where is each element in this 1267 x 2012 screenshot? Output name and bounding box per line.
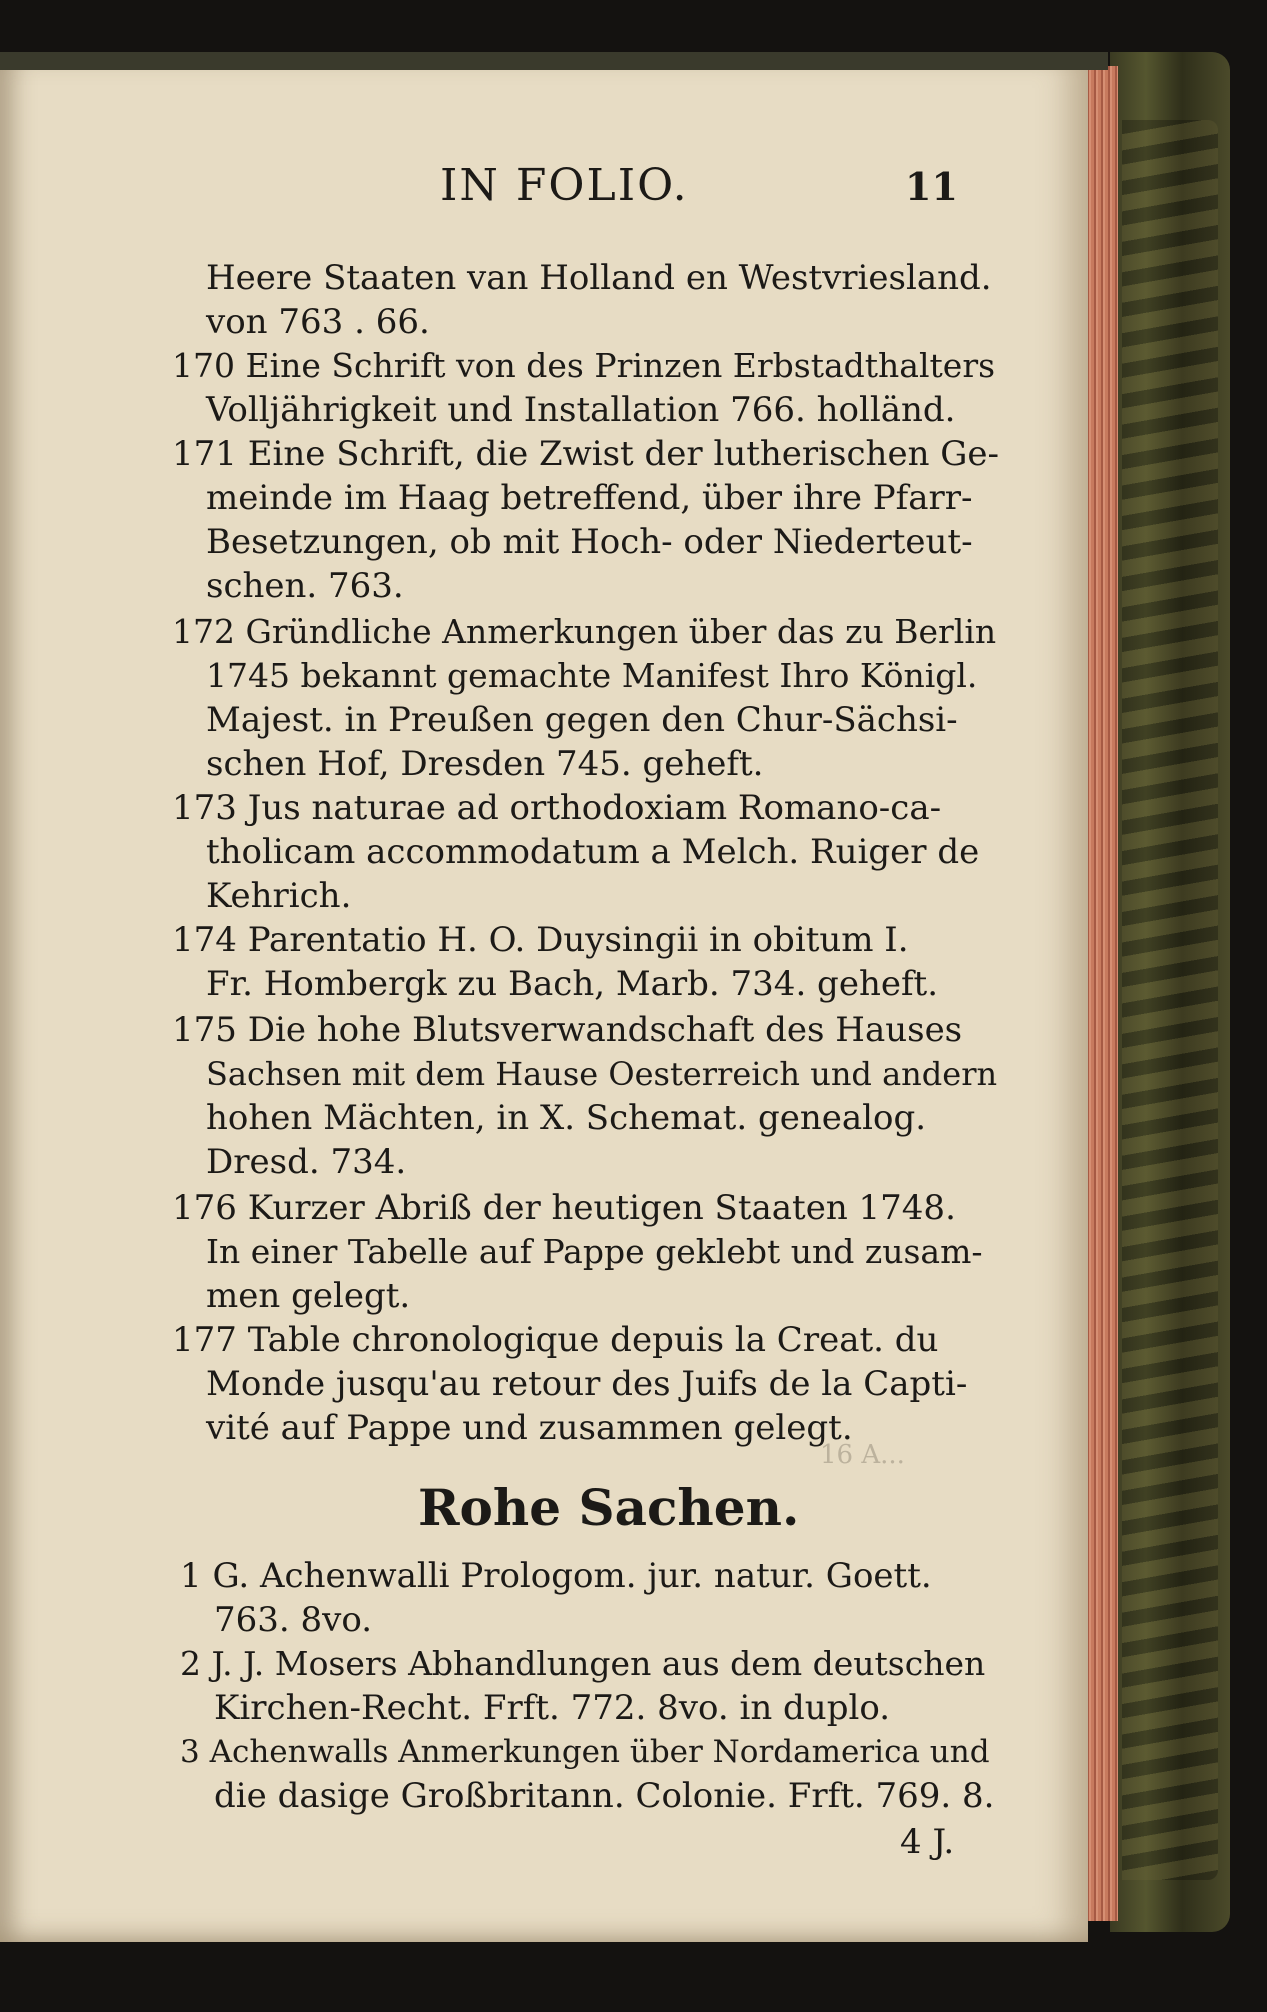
- text-line: tholicam accommodatum a Melch. Ruiger de: [206, 832, 980, 872]
- text-line: Majest. in Preußen gegen den Chur-Sächsi-: [206, 700, 958, 740]
- catchword: 4 J.: [900, 1822, 955, 1862]
- text-line: 1745 bekannt gemachte Manifest Ihro Königl.: [206, 656, 978, 695]
- text-line: 763. 8vo.: [214, 1600, 373, 1640]
- section-heading: Rohe Sachen.: [418, 1478, 800, 1537]
- text-line: Heere Staaten van Holland en Westvriesland.: [206, 258, 992, 298]
- text-line: Sachsen mit dem Hause Oesterreich und andern: [206, 1055, 998, 1093]
- text-line: Fr. Hombergk zu Bach, Marb. 734. geheft.: [206, 964, 939, 1004]
- text-line: In einer Tabelle auf Pappe geklebt und zusam-: [206, 1232, 983, 1271]
- text-line: Volljährigkeit und Installation 766. holländ.: [206, 390, 956, 430]
- text-line: Dresd. 734.: [206, 1142, 407, 1182]
- text-line: hohen Mächten, in X. Schemat. genealog.: [206, 1098, 927, 1138]
- text-line: 176 Kurzer Abriß der heutigen Staaten 1748.: [172, 1188, 956, 1228]
- text-line: 170 Eine Schrift von des Prinzen Erbstadthalters: [172, 346, 996, 385]
- text-line: 172 Gründliche Anmerkungen über das zu Berlin: [172, 612, 997, 651]
- text-line: Kirchen-Recht. Frft. 772. 8vo. in duplo.: [214, 1688, 891, 1728]
- page-top-shadow: [0, 52, 1108, 70]
- bleed-through-mark: 16 A...: [820, 1440, 905, 1470]
- text-line: schen Hof, Dresden 745. geheft.: [206, 744, 764, 784]
- text-line: 173 Jus naturae ad orthodoxiam Romano-ca-: [172, 788, 942, 828]
- text-line: 175 Die hohe Blutsverwandschaft des Hauses: [172, 1010, 963, 1050]
- page-number: 11: [905, 164, 958, 209]
- page-edges: [1084, 66, 1118, 1921]
- text-line: schen. 763.: [206, 566, 404, 606]
- text-line: Monde jusqu'au retour des Juifs de la Capti-: [206, 1364, 968, 1404]
- cover-marbling: [1122, 120, 1218, 1880]
- text-line: 3 Achenwalls Anmerkungen über Nordamerica und: [180, 1734, 990, 1770]
- text-line: Kehrich.: [206, 876, 352, 916]
- text-line: 174 Parentatio H. O. Duysingii in obitum I.: [172, 920, 909, 960]
- running-title: IN FOLIO.: [440, 160, 689, 211]
- text-line: meinde im Haag betreffend, über ihre Pfarr-: [206, 478, 973, 518]
- text-line: 171 Eine Schrift, die Zwist der lutherischen Ge-: [172, 434, 1000, 474]
- text-line: vité auf Pappe und zusammen gelegt.: [206, 1408, 853, 1448]
- text-line: Besetzungen, ob mit Hoch- oder Niederteut-: [206, 522, 973, 562]
- text-line: 177 Table chronologique depuis la Creat. du: [172, 1320, 939, 1360]
- text-line: 1 G. Achenwalli Prologom. jur. natur. Goett.: [180, 1556, 932, 1596]
- text-line: die dasige Großbritann. Colonie. Frft. 769. 8.: [214, 1776, 995, 1816]
- text-line: 2 J. J. Mosers Abhandlungen aus dem deutschen: [180, 1644, 986, 1683]
- text-line: men gelegt.: [206, 1276, 411, 1316]
- text-line: von 763 . 66.: [206, 302, 430, 342]
